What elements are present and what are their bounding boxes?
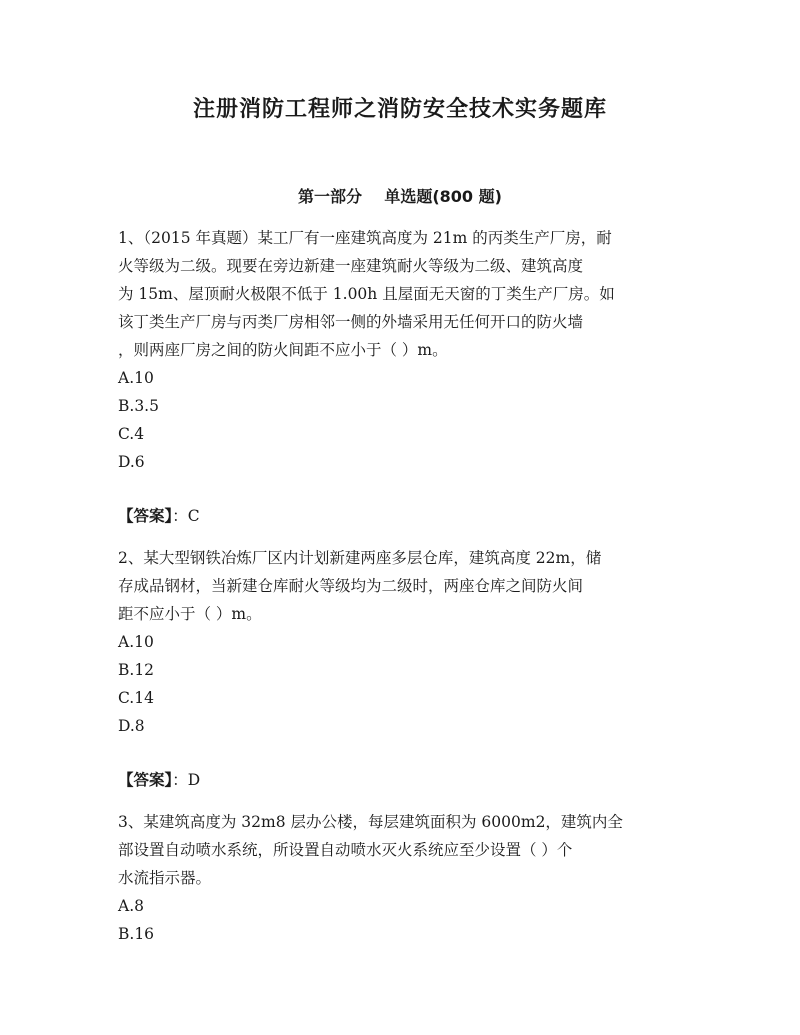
question-line: 存成品钢材，当新建仓库耐火等级均为二级时，两座仓库之间防火间: [118, 577, 584, 595]
question-line: 火等级为二级。现要在旁边新建一座建筑耐火等级为二级、建筑高度: [118, 257, 584, 275]
option-b: B.16: [118, 925, 155, 943]
question-1-answer: [118, 502, 684, 530]
option-b: B.3.5: [118, 397, 159, 415]
question-2-text: [118, 544, 684, 628]
question-list: [118, 224, 684, 948]
question-3-text: [118, 808, 684, 892]
question-3: [118, 808, 684, 948]
section-title: 第一部分 单选题(800 题): [298, 187, 502, 206]
option-c: C.14: [118, 689, 154, 707]
question-2-options: [118, 628, 684, 740]
question-3-options: [118, 892, 684, 948]
question-line: 1、（2015 年真题）某工厂有一座建筑高度为 21m 的丙类生产厂房，耐: [118, 229, 612, 247]
option-c: C.4: [118, 425, 145, 443]
option-b: B.12: [118, 661, 155, 679]
answer-label: 【答案】: [118, 771, 173, 789]
question-line: 2、某大型钢铁冶炼厂区内计划新建两座多层仓库，建筑高度 22m，储: [118, 549, 602, 567]
answer-label: 【答案】: [118, 507, 173, 525]
question-line: ，则两座厂房之间的防火间距不应小于（ ）m。: [118, 341, 448, 359]
option-a: A.10: [118, 369, 154, 387]
question-2: [118, 544, 684, 794]
question-2-answer: [118, 766, 684, 794]
option-d: D.8: [118, 717, 145, 735]
option-a: A.8: [118, 897, 144, 915]
answer-value: ：D: [172, 771, 201, 789]
option-a: A.10: [118, 633, 154, 651]
document-title: 注册消防工程师之消防安全技术实务题库: [192, 97, 607, 122]
question-line: 为 15m、屋顶耐火极限不低于 1.00h 且屋面无天窗的丁类生产厂房。如: [118, 285, 615, 303]
question-1: [118, 224, 684, 530]
option-d: D.6: [118, 453, 145, 471]
question-1-text: [118, 224, 684, 364]
question-1-options: [118, 364, 684, 476]
answer-value: ：C: [172, 507, 200, 525]
question-line: 该丁类生产厂房与丙类厂房相邻一侧的外墙采用无任何开口的防火墙: [118, 313, 584, 331]
question-line: 距不应小于（ ）m。: [118, 605, 262, 623]
question-line: 3、某建筑高度为 32m8 层办公楼，每层建筑面积为 6000m2，建筑内全: [118, 813, 623, 831]
question-line: 部设置自动喷水系统，所设置自动喷水灭火系统应至少设置（ ）个: [118, 841, 573, 859]
question-line: 水流指示器。: [118, 869, 212, 887]
